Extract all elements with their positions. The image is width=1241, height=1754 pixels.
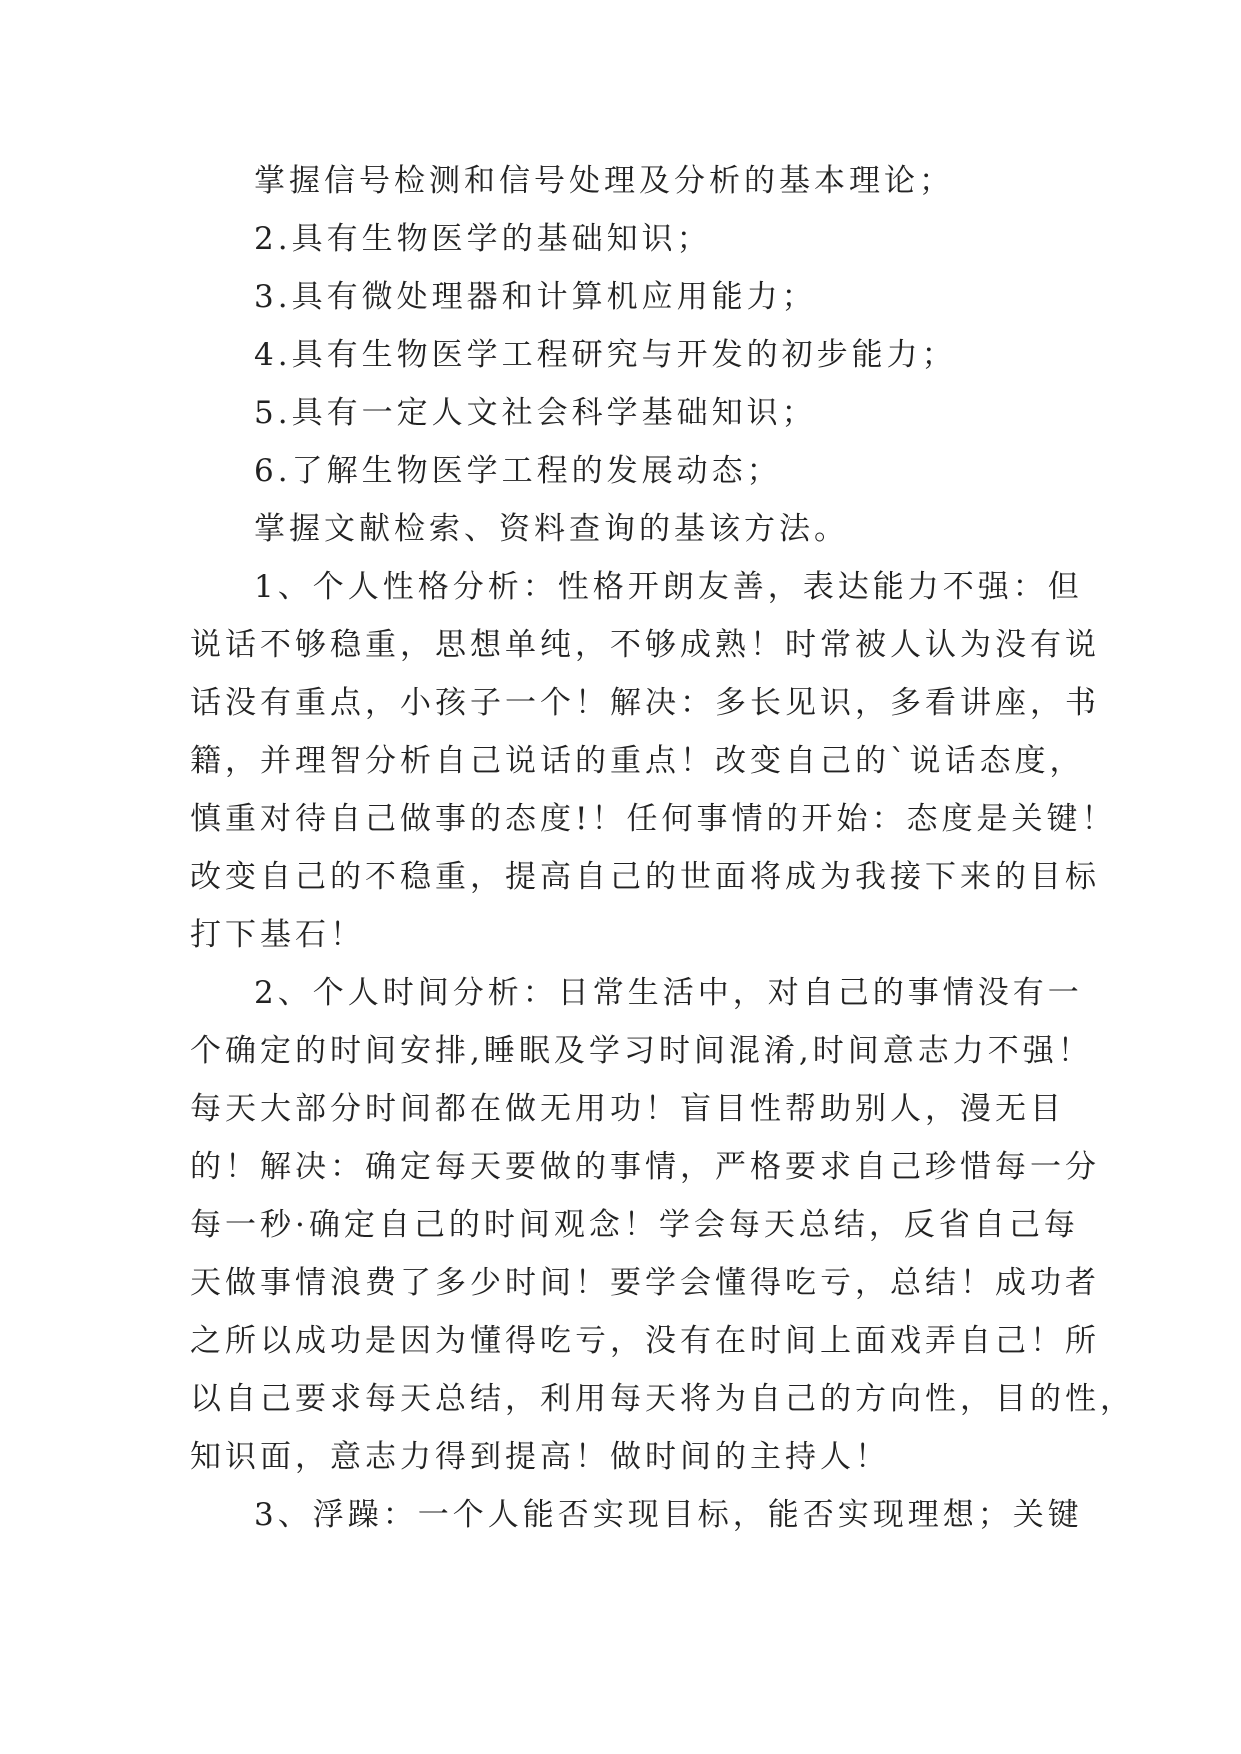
text-line: 4.具有生物医学工程研究与开发的初步能力； [254,337,957,373]
text-line: 打下基石！ [190,917,365,953]
text-line: 知识面，意志力得到提高！做时间的主持人！ [190,1439,890,1475]
text-line: 2.具有生物医学的基础知识； [254,221,712,257]
text-line: 的！解决：确定每天要做的事情，严格要求自己珍惜每一分 [190,1149,1100,1185]
text-line: 每天大部分时间都在做无用功！盲目性帮助别人，漫无目 [190,1091,1065,1127]
document-body [190,152,1135,1544]
text-line: 5.具有一定人文社会科学基础知识； [254,395,817,431]
text-line: 慎重对待自己做事的态度!！任何事情的开始：态度是关键！ [190,801,1117,837]
text-line: 6.了解生物医学工程的发展动态； [254,453,782,489]
text-line: 天做事情浪费了多少时间！要学会懂得吃亏，总结！成功者 [190,1265,1100,1301]
text-line: 话没有重点，小孩子一个！解决：多长见识，多看讲座，书 [190,685,1100,721]
text-line: 之所以成功是因为懂得吃亏，没有在时间上面戏弄自己！所 [190,1323,1100,1359]
text-line: 1、个人性格分析：性格开朗友善，表达能力不强：但 [254,569,1083,605]
text-line: 说话不够稳重，思想单纯，不够成熟！时常被人认为没有说 [190,627,1100,663]
text-line: 掌握文献检索、资料查询的基该方法。 [254,511,849,547]
text-line: 以自己要求每天总结，利用每天将为自己的方向性，目的性， [190,1381,1135,1417]
text-line: 3、浮躁：一个人能否实现目标，能否实现理想；关键 [254,1497,1083,1533]
text-line: 2、个人时间分析：日常生活中，对自己的事情没有一 [254,975,1083,1011]
text-line: 个确定的时间安排,睡眠及学习时间混淆,时间意志力不强！ [190,1033,1093,1069]
text-line: 3.具有微处理器和计算机应用能力； [254,279,817,315]
text-line: 籍，并理智分析自己说话的重点！改变自己的`说话态度， [190,743,1085,779]
text-line: 掌握信号检测和信号处理及分析的基本理论； [254,163,954,199]
text-line: 每一秒·确定自己的时间观念！学会每天总结，反省自己每 [190,1207,1079,1243]
text-line: 改变自己的不稳重，提高自己的世面将成为我接下来的目标 [190,859,1100,895]
